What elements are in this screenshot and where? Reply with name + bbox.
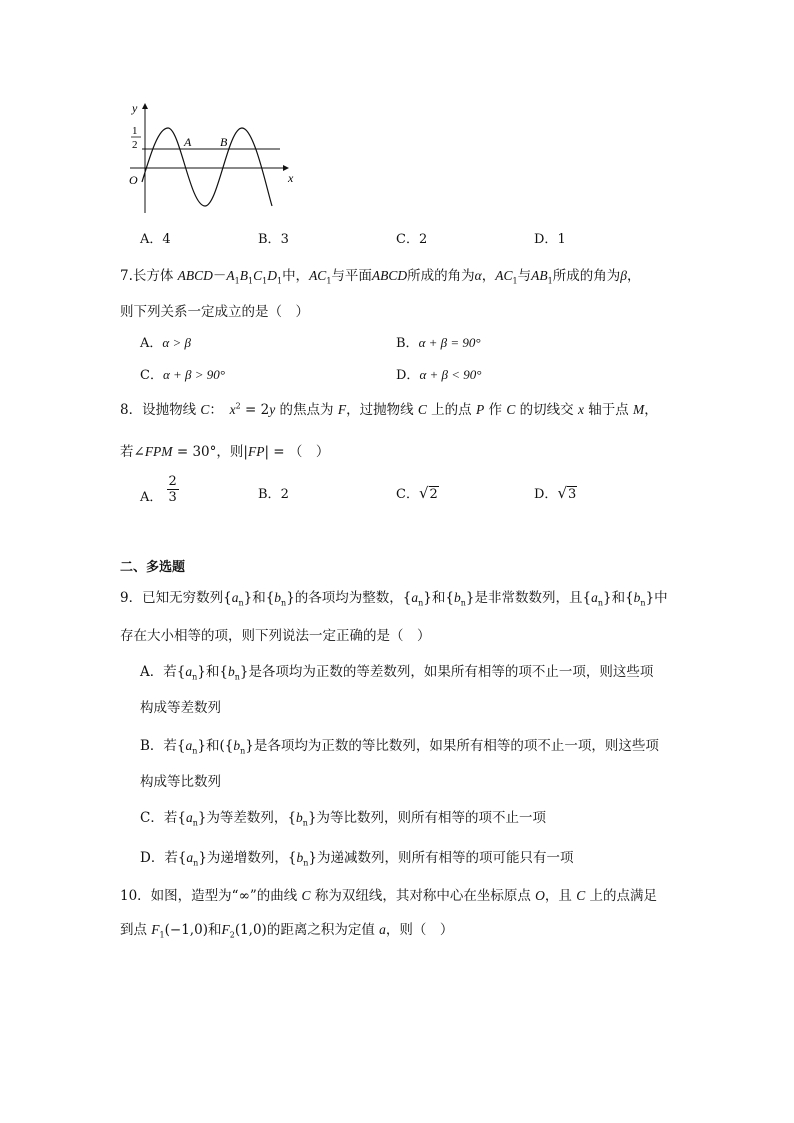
q6-option-c: C．2 [396, 232, 428, 247]
q6-option-a: A．4 [140, 232, 171, 247]
q8-stem-line1: 8．设抛物线 C： $x^2 = 2y$ 的焦点为 F，过抛物线 C 上的点 P 作 C 的切线交 x 轴于点 M， [120, 401, 658, 418]
q10-stem-line1: 10．如图，造型为“∞”的曲线 C 称为双纽线，其对称中心在坐标原点 O，且 C 上的点满足 [120, 888, 657, 904]
q9-option-a-line1: A．若$\{a_n\}$和$\{b_n\}$是各项均为正数的等差数列，如果所有相等的项不止一项，则这些项 [140, 664, 654, 682]
q9-option-a-line2: 构成等差数列 [140, 700, 221, 716]
q7-stem-line1: 7.长方体 $ABCD-A_1B_1C_1D_1$中，$AC_1$与平面ABCD所成的角为α，$AC_1$与$AB_1$所成的角为β， [120, 268, 641, 286]
q9-option-d: D．若$\{a_n\}$为递增数列，$\{b_n\}$为递减数列，则所有相等的项可能只有一项 [140, 850, 574, 868]
section-heading: 二、多选题 [120, 560, 186, 575]
q9-option-b-line2: 构成等比数列 [140, 774, 221, 790]
q8-stem-line2: 若∠FPM = 30°，则|FP| = （ ） [120, 444, 330, 460]
q8-option-d: D．√3 [534, 484, 577, 502]
sine-graph [120, 98, 310, 216]
q6-option-b: B．3 [258, 232, 289, 247]
q7-option-c: C．α + β > 90° [140, 367, 225, 383]
y-axis-label: y [132, 101, 138, 115]
q9-option-c: C．若$\{a_n\}$为等差数列，$\{b_n\}$为等比数列，则所有相等的项不止一项 [140, 810, 547, 828]
q8-option-c: C．√2 [396, 484, 438, 502]
q10-stem-line2: 到点 $F_1(-1,0)$和$F_2(1,0)$的距离之积为定值 a，则（ ） [120, 922, 454, 940]
q9-stem-line1: 9．已知无穷数列$\{a_n\}$和$\{b_n\}$的各项均为整数，$\{a_n\}$和$\{b_n\}$是非常数数列，且$\{a_n\}$和$\{b_n\}$中 [120, 590, 668, 608]
point-b-label: B [220, 135, 228, 149]
half-denominator: 2 [132, 139, 138, 151]
q6-option-d: D．1 [534, 232, 566, 247]
q9-stem-line2: 存在大小相等的项，则下列说法一定正确的是（ ） [120, 628, 431, 644]
fraction-denominator: 3 [168, 490, 177, 505]
sqrt-sign: √ [557, 484, 567, 502]
sine-curve [142, 128, 272, 206]
point-a-label: A [184, 135, 192, 149]
q7-option-d: D．α + β < 90° [396, 367, 482, 383]
origin-label: O [129, 173, 138, 187]
half-numerator: 1 [132, 125, 138, 137]
q7-option-a: A．α > β [140, 335, 191, 351]
q8-option-b: B．2 [258, 487, 289, 502]
q7-stem-line2: 则下列关系一定成立的是（ ） [120, 304, 309, 320]
q9-option-b-line1: B．若$\{a_n\}$和($\{b_n\}$是各项均为正数的等比数列，如果所有相等的项不止一项，则这些项 [140, 738, 659, 756]
q7-option-b: B．α + β = 90° [396, 335, 481, 351]
x-axis-label: x [288, 171, 294, 185]
sqrt-sign: √ [418, 484, 429, 502]
fraction-numerator: 2 [168, 474, 177, 489]
q8-option-a: A． $\frac{2}{3}$ [140, 474, 177, 505]
